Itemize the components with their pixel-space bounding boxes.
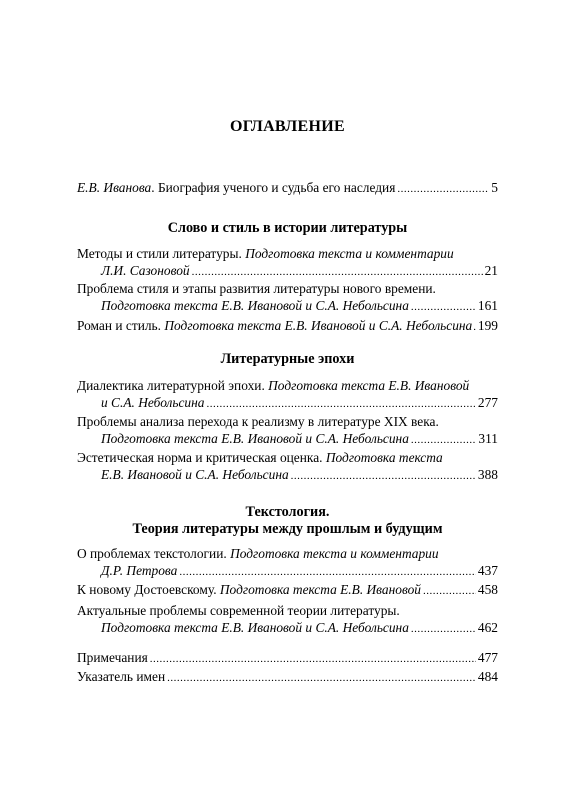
page-number: 388 xyxy=(477,467,498,482)
entry-title: Проблемы анализа перехода к реализму в литературе XIX века. xyxy=(77,414,439,429)
toc-entry xyxy=(77,545,498,581)
entry-credit: Л.И. Сазоновой xyxy=(101,263,190,278)
page-number: 311 xyxy=(478,431,498,446)
entry-credit: Подготовка текста и комментарии xyxy=(245,246,454,261)
entry-title: Диалектика литературной эпохи. xyxy=(77,378,269,393)
page-number: 458 xyxy=(477,582,498,597)
entry-credit: Д.Р. Петрова xyxy=(101,563,178,578)
entry-credit: и С.А. Небольсина xyxy=(101,395,205,410)
leader-dots xyxy=(397,181,489,198)
page-number: 161 xyxy=(477,298,498,313)
entry-title: Эстетическая норма и критическая оценка. xyxy=(77,450,326,465)
page-number: 277 xyxy=(477,395,498,410)
leader-dots xyxy=(192,264,483,281)
toc-entry-name-index xyxy=(77,668,498,687)
section-subtitle: Теория литературы между прошлым и будущим xyxy=(132,521,443,537)
entry-credit: Подготовка текста xyxy=(325,450,443,465)
entry-title: . Биография ученого и судьба его наследия xyxy=(151,180,396,195)
page-number: 484 xyxy=(477,669,498,684)
toc-entry-biography xyxy=(77,179,498,198)
entry-credit: Подготовка текста Е.В. Ивановой и С.А. Небольсина xyxy=(101,298,409,313)
page-number: 21 xyxy=(484,263,498,278)
toc-entry-notes xyxy=(77,649,498,668)
toc-entry xyxy=(77,317,498,336)
leader-dots xyxy=(473,319,477,336)
leader-dots xyxy=(411,621,476,638)
leader-dots xyxy=(179,564,476,581)
leader-dots xyxy=(167,670,476,687)
toc-entry xyxy=(77,280,498,316)
entry-credit: Подготовка текста Е.В. Ивановой xyxy=(219,582,421,597)
toc-entry xyxy=(77,413,498,449)
section-title: Литературные эпохи xyxy=(220,351,355,367)
entry-title: Роман и стиль. xyxy=(77,318,165,333)
entry-credit: Подготовка текста Е.В. Ивановой и С.А. Небольсина xyxy=(164,318,473,333)
section-title: Текстология. xyxy=(245,504,330,520)
leader-dots xyxy=(150,651,476,668)
leader-dots xyxy=(206,396,475,413)
toc-entry xyxy=(77,449,498,485)
toc-entry xyxy=(77,377,498,413)
entry-title: Указатель имен xyxy=(77,669,166,684)
entry-credit: Подготовка текста Е.В. Ивановой и С.А. Небольсина xyxy=(101,620,409,635)
entry-credit: Е.В. Ивановой и С.А. Небольсина xyxy=(101,467,289,482)
page-title: ОГЛАВЛЕНИЕ xyxy=(230,118,345,135)
entry-title: О проблемах текстологии. xyxy=(77,546,231,561)
toc-entry xyxy=(77,602,498,638)
toc-entry xyxy=(77,581,498,600)
leader-dots xyxy=(411,432,477,449)
entry-credit: Подготовка текста и комментарии xyxy=(230,546,439,561)
toc-entry xyxy=(77,245,498,281)
entry-title: Примечания xyxy=(77,650,148,665)
entry-credit: Подготовка текста Е.В. Ивановой xyxy=(268,378,470,393)
toc-entry-line xyxy=(77,179,498,198)
entry-author: Е.В. Иванова xyxy=(77,180,152,195)
entry-credit: Подготовка текста Е.В. Ивановой и С.А. Небольсина xyxy=(101,431,409,446)
entry-title: Проблема стиля и этапы развития литературы нового времени. xyxy=(77,281,436,296)
page-number: 477 xyxy=(477,650,498,665)
page-number: 437 xyxy=(477,563,498,578)
entry-title: Методы и стили литературы. xyxy=(77,246,246,261)
leader-dots xyxy=(291,468,476,485)
leader-dots xyxy=(423,583,476,600)
entry-title: К новому Достоевскому. xyxy=(77,582,220,597)
leader-dots xyxy=(411,299,476,316)
section-title: Слово и стиль в истории литературы xyxy=(167,220,408,236)
entry-title: Актуальные проблемы современной теории литературы. xyxy=(77,603,400,618)
page-number: 5 xyxy=(491,180,498,195)
page-number: 462 xyxy=(477,620,498,635)
page-number: 199 xyxy=(477,318,498,333)
